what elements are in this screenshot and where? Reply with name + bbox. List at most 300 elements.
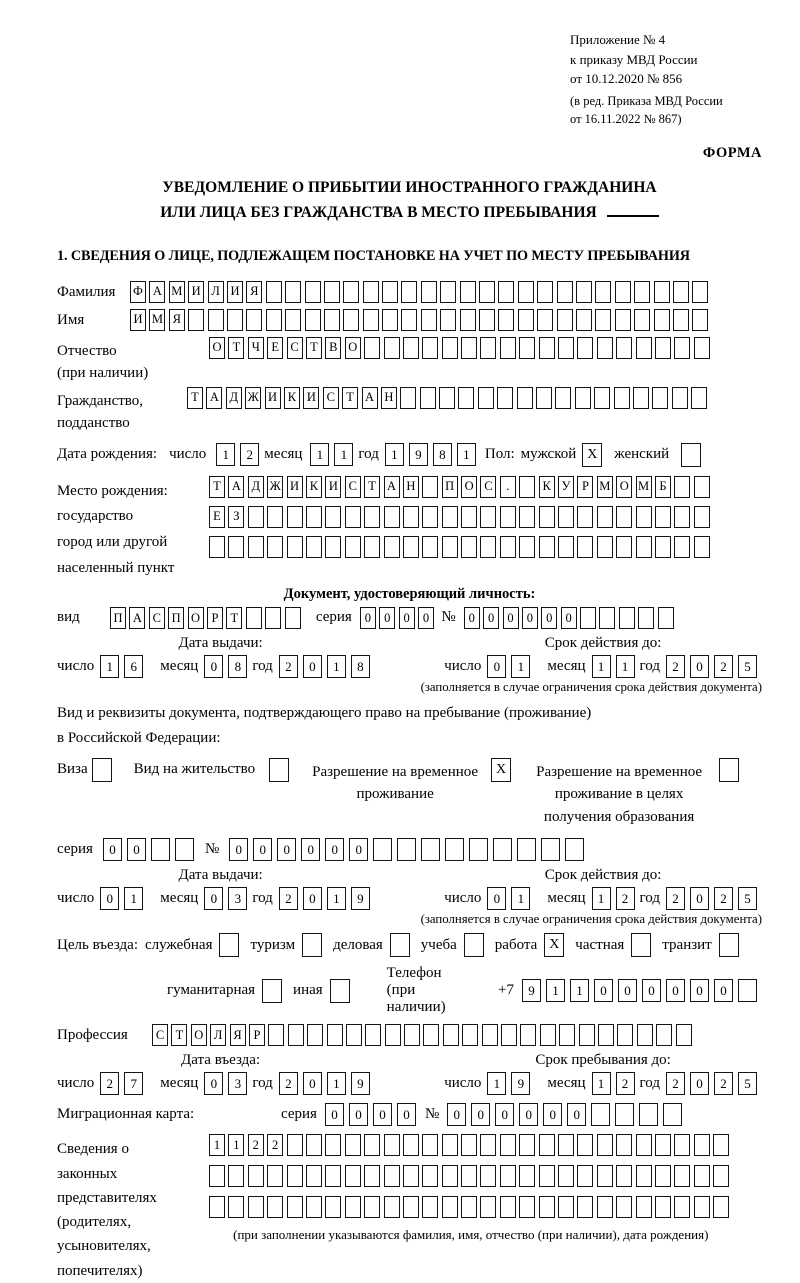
char-cell[interactable] (287, 536, 303, 558)
char-cell[interactable]: 1 (457, 443, 476, 466)
char-cell[interactable] (345, 536, 361, 558)
char-cell[interactable] (594, 387, 610, 409)
char-cell[interactable]: А (129, 607, 145, 629)
temp-residence-education-checkbox[interactable] (719, 758, 739, 782)
char-cell[interactable] (694, 337, 710, 359)
char-cell[interactable]: 0 (373, 1103, 392, 1126)
char-cell[interactable] (248, 536, 264, 558)
char-cell[interactable]: П (110, 607, 126, 629)
char-cell[interactable] (480, 1134, 496, 1156)
char-cell[interactable]: 8 (351, 655, 370, 678)
char-cell[interactable] (439, 387, 455, 409)
char-cell[interactable] (497, 387, 513, 409)
char-cell[interactable]: 7 (124, 1072, 143, 1095)
char-cell[interactable] (577, 536, 593, 558)
char-cell[interactable] (364, 1165, 380, 1187)
char-cell[interactable] (479, 281, 495, 303)
char-cell[interactable] (655, 536, 671, 558)
char-cell[interactable] (364, 337, 380, 359)
char-cell[interactable]: О (209, 337, 225, 359)
char-cell[interactable] (401, 309, 417, 331)
char-cell[interactable] (228, 1165, 244, 1187)
char-cell[interactable]: Е (209, 506, 225, 528)
char-cell[interactable] (575, 387, 591, 409)
char-cell[interactable]: К (539, 476, 555, 498)
char-cell[interactable] (577, 506, 593, 528)
char-cell[interactable] (738, 979, 757, 1002)
char-cell[interactable] (364, 1134, 380, 1156)
purpose-option-checkbox[interactable] (464, 933, 484, 957)
char-cell[interactable] (674, 506, 690, 528)
char-cell[interactable] (325, 1196, 341, 1218)
char-cell[interactable]: И (265, 387, 281, 409)
char-cell[interactable] (287, 1196, 303, 1218)
char-cell[interactable] (384, 1165, 400, 1187)
char-cell[interactable]: К (306, 476, 322, 498)
char-cell[interactable] (519, 1165, 535, 1187)
char-cell[interactable]: 0 (522, 607, 538, 629)
char-cell[interactable]: 1 (592, 655, 611, 678)
char-cell[interactable]: 0 (464, 607, 480, 629)
char-cell[interactable] (500, 506, 516, 528)
char-cell[interactable]: Ж (267, 476, 283, 498)
char-cell[interactable]: 1 (385, 443, 404, 466)
char-cell[interactable] (440, 281, 456, 303)
char-cell[interactable]: С (149, 607, 165, 629)
char-cell[interactable]: 1 (511, 655, 530, 678)
char-cell[interactable] (518, 309, 534, 331)
char-cell[interactable] (694, 536, 710, 558)
char-cell[interactable]: 2 (279, 887, 298, 910)
char-cell[interactable] (614, 387, 630, 409)
char-cell[interactable]: 3 (228, 1072, 247, 1095)
char-cell[interactable]: 1 (511, 887, 530, 910)
char-cell[interactable] (460, 281, 476, 303)
char-cell[interactable]: 0 (127, 838, 146, 861)
char-cell[interactable] (324, 309, 340, 331)
char-cell[interactable] (636, 1134, 652, 1156)
char-cell[interactable] (500, 536, 516, 558)
gender-female-checkbox[interactable] (681, 443, 701, 467)
char-cell[interactable] (500, 1196, 516, 1218)
char-cell[interactable]: Т (171, 1024, 187, 1046)
char-cell[interactable] (579, 1024, 595, 1046)
char-cell[interactable]: Р (207, 607, 223, 629)
char-cell[interactable]: 8 (228, 655, 247, 678)
char-cell[interactable] (673, 281, 689, 303)
char-cell[interactable]: 2 (240, 443, 259, 466)
purpose-option-checkbox[interactable] (219, 933, 239, 957)
char-cell[interactable]: 0 (487, 655, 506, 678)
char-cell[interactable] (597, 1196, 613, 1218)
char-cell[interactable] (440, 309, 456, 331)
char-cell[interactable]: 1 (216, 443, 235, 466)
char-cell[interactable] (482, 1024, 498, 1046)
char-cell[interactable]: Т (228, 337, 244, 359)
char-cell[interactable] (636, 506, 652, 528)
char-cell[interactable] (423, 1024, 439, 1046)
char-cell[interactable] (346, 1024, 362, 1046)
char-cell[interactable]: М (636, 476, 652, 498)
char-cell[interactable] (461, 1196, 477, 1218)
char-cell[interactable] (558, 506, 574, 528)
char-cell[interactable] (655, 1165, 671, 1187)
char-cell[interactable]: Л (210, 1024, 226, 1046)
purpose-option-checkbox[interactable] (719, 933, 739, 957)
char-cell[interactable] (558, 536, 574, 558)
char-cell[interactable] (287, 1134, 303, 1156)
char-cell[interactable] (577, 1196, 593, 1218)
char-cell[interactable]: 2 (616, 1072, 635, 1095)
char-cell[interactable] (228, 536, 244, 558)
char-cell[interactable]: 0 (103, 838, 122, 861)
char-cell[interactable]: 5 (738, 887, 757, 910)
char-cell[interactable] (307, 1024, 323, 1046)
char-cell[interactable] (519, 1134, 535, 1156)
char-cell[interactable] (461, 506, 477, 528)
char-cell[interactable]: 0 (543, 1103, 562, 1126)
char-cell[interactable]: 1 (570, 979, 589, 1002)
char-cell[interactable] (539, 337, 555, 359)
char-cell[interactable]: 0 (642, 979, 661, 1002)
char-cell[interactable] (480, 337, 496, 359)
char-cell[interactable]: У (558, 476, 574, 498)
char-cell[interactable] (539, 506, 555, 528)
char-cell[interactable] (673, 309, 689, 331)
char-cell[interactable] (633, 387, 649, 409)
char-cell[interactable] (306, 536, 322, 558)
char-cell[interactable]: Т (364, 476, 380, 498)
char-cell[interactable] (519, 476, 535, 498)
char-cell[interactable] (539, 1196, 555, 1218)
char-cell[interactable]: 0 (541, 607, 557, 629)
char-cell[interactable] (652, 387, 668, 409)
char-cell[interactable]: 1 (100, 655, 119, 678)
char-cell[interactable]: 2 (279, 1072, 298, 1095)
char-cell[interactable] (480, 1165, 496, 1187)
char-cell[interactable] (501, 1024, 517, 1046)
char-cell[interactable]: Т (187, 387, 203, 409)
char-cell[interactable]: М (169, 281, 185, 303)
char-cell[interactable] (636, 536, 652, 558)
char-cell[interactable] (636, 337, 652, 359)
char-cell[interactable] (480, 506, 496, 528)
char-cell[interactable] (597, 1134, 613, 1156)
char-cell[interactable] (557, 281, 573, 303)
char-cell[interactable]: М (149, 309, 165, 331)
char-cell[interactable] (599, 607, 615, 629)
char-cell[interactable] (519, 337, 535, 359)
char-cell[interactable] (462, 1024, 478, 1046)
char-cell[interactable] (306, 506, 322, 528)
char-cell[interactable]: 0 (399, 607, 415, 629)
char-cell[interactable] (616, 1196, 632, 1218)
char-cell[interactable] (403, 506, 419, 528)
char-cell[interactable]: 0 (277, 838, 296, 861)
char-cell[interactable] (208, 309, 224, 331)
char-cell[interactable] (519, 536, 535, 558)
char-cell[interactable]: Б (655, 476, 671, 498)
char-cell[interactable] (539, 1134, 555, 1156)
char-cell[interactable] (248, 1196, 264, 1218)
char-cell[interactable] (654, 309, 670, 331)
char-cell[interactable] (209, 536, 225, 558)
char-cell[interactable] (422, 1196, 438, 1218)
char-cell[interactable] (397, 838, 416, 861)
char-cell[interactable] (595, 281, 611, 303)
char-cell[interactable]: А (228, 476, 244, 498)
char-cell[interactable]: Ж (245, 387, 261, 409)
char-cell[interactable] (616, 337, 632, 359)
char-cell[interactable]: 2 (616, 887, 635, 910)
char-cell[interactable] (619, 607, 635, 629)
char-cell[interactable]: 1 (327, 887, 346, 910)
char-cell[interactable]: Я (246, 281, 262, 303)
char-cell[interactable] (422, 476, 438, 498)
char-cell[interactable] (576, 281, 592, 303)
char-cell[interactable] (461, 1134, 477, 1156)
char-cell[interactable] (577, 337, 593, 359)
char-cell[interactable]: 0 (690, 655, 709, 678)
char-cell[interactable]: Д (226, 387, 242, 409)
char-cell[interactable]: 2 (714, 1072, 733, 1095)
char-cell[interactable]: 9 (351, 887, 370, 910)
char-cell[interactable] (580, 607, 596, 629)
char-cell[interactable]: 1 (327, 1072, 346, 1095)
char-cell[interactable] (558, 1196, 574, 1218)
char-cell[interactable] (421, 281, 437, 303)
char-cell[interactable] (694, 1165, 710, 1187)
char-cell[interactable] (478, 387, 494, 409)
char-cell[interactable] (305, 281, 321, 303)
char-cell[interactable]: 5 (738, 1072, 757, 1095)
char-cell[interactable] (306, 1134, 322, 1156)
char-cell[interactable] (324, 281, 340, 303)
char-cell[interactable]: 0 (561, 607, 577, 629)
char-cell[interactable] (227, 309, 243, 331)
char-cell[interactable] (591, 1103, 610, 1126)
purpose-option-checkbox[interactable]: X (544, 933, 564, 957)
char-cell[interactable]: 0 (325, 838, 344, 861)
char-cell[interactable] (692, 281, 708, 303)
char-cell[interactable]: Ф (130, 281, 146, 303)
char-cell[interactable] (364, 536, 380, 558)
char-cell[interactable] (343, 309, 359, 331)
residence-permit-checkbox[interactable] (269, 758, 289, 782)
char-cell[interactable] (384, 506, 400, 528)
char-cell[interactable]: А (362, 387, 378, 409)
char-cell[interactable] (285, 309, 301, 331)
char-cell[interactable]: 2 (714, 655, 733, 678)
char-cell[interactable]: 1 (334, 443, 353, 466)
char-cell[interactable]: Е (267, 337, 283, 359)
char-cell[interactable]: 1 (209, 1134, 225, 1156)
char-cell[interactable] (694, 476, 710, 498)
char-cell[interactable]: 0 (303, 1072, 322, 1095)
char-cell[interactable] (555, 387, 571, 409)
char-cell[interactable] (460, 309, 476, 331)
char-cell[interactable] (634, 309, 650, 331)
char-cell[interactable] (443, 1024, 459, 1046)
char-cell[interactable] (364, 1196, 380, 1218)
char-cell[interactable]: Р (249, 1024, 265, 1046)
char-cell[interactable]: Т (209, 476, 225, 498)
char-cell[interactable] (246, 309, 262, 331)
char-cell[interactable] (655, 337, 671, 359)
char-cell[interactable] (267, 1196, 283, 1218)
char-cell[interactable] (268, 1024, 284, 1046)
char-cell[interactable] (694, 506, 710, 528)
char-cell[interactable] (385, 1024, 401, 1046)
char-cell[interactable] (597, 337, 613, 359)
char-cell[interactable] (382, 309, 398, 331)
char-cell[interactable]: 0 (301, 838, 320, 861)
char-cell[interactable] (597, 1165, 613, 1187)
char-cell[interactable] (537, 281, 553, 303)
char-cell[interactable]: И (303, 387, 319, 409)
char-cell[interactable] (540, 1024, 556, 1046)
char-cell[interactable] (345, 1196, 361, 1218)
char-cell[interactable] (674, 1134, 690, 1156)
char-cell[interactable] (558, 1165, 574, 1187)
char-cell[interactable] (676, 1024, 692, 1046)
char-cell[interactable]: О (461, 476, 477, 498)
char-cell[interactable] (615, 281, 631, 303)
char-cell[interactable] (151, 838, 170, 861)
char-cell[interactable] (461, 536, 477, 558)
char-cell[interactable]: А (384, 476, 400, 498)
char-cell[interactable] (267, 1165, 283, 1187)
char-cell[interactable]: Н (381, 387, 397, 409)
char-cell[interactable]: Я (230, 1024, 246, 1046)
char-cell[interactable] (175, 838, 194, 861)
char-cell[interactable]: Р (577, 476, 593, 498)
char-cell[interactable] (615, 1103, 634, 1126)
char-cell[interactable] (325, 536, 341, 558)
char-cell[interactable]: П (168, 607, 184, 629)
char-cell[interactable] (422, 1134, 438, 1156)
char-cell[interactable] (713, 1196, 729, 1218)
char-cell[interactable] (577, 1165, 593, 1187)
temp-residence-checkbox[interactable]: X (491, 758, 511, 782)
char-cell[interactable] (500, 1165, 516, 1187)
char-cell[interactable] (403, 1165, 419, 1187)
char-cell[interactable]: 0 (303, 887, 322, 910)
char-cell[interactable] (536, 387, 552, 409)
char-cell[interactable] (421, 309, 437, 331)
char-cell[interactable] (401, 281, 417, 303)
purpose-option-checkbox[interactable] (631, 933, 651, 957)
char-cell[interactable] (518, 281, 534, 303)
char-cell[interactable] (325, 1165, 341, 1187)
char-cell[interactable]: 0 (487, 887, 506, 910)
char-cell[interactable]: 2 (279, 655, 298, 678)
char-cell[interactable]: Л (208, 281, 224, 303)
char-cell[interactable] (520, 1024, 536, 1046)
char-cell[interactable] (672, 387, 688, 409)
char-cell[interactable] (655, 506, 671, 528)
char-cell[interactable] (598, 1024, 614, 1046)
char-cell[interactable] (576, 309, 592, 331)
char-cell[interactable] (266, 281, 282, 303)
char-cell[interactable]: С (152, 1024, 168, 1046)
char-cell[interactable] (694, 1134, 710, 1156)
char-cell[interactable] (539, 1165, 555, 1187)
char-cell[interactable] (305, 309, 321, 331)
char-cell[interactable] (288, 1024, 304, 1046)
char-cell[interactable] (422, 337, 438, 359)
char-cell[interactable]: 0 (690, 887, 709, 910)
char-cell[interactable]: 1 (327, 655, 346, 678)
char-cell[interactable]: 0 (204, 1072, 223, 1095)
char-cell[interactable]: 0 (690, 1072, 709, 1095)
char-cell[interactable]: И (130, 309, 146, 331)
purpose-option-checkbox[interactable] (302, 933, 322, 957)
char-cell[interactable] (421, 838, 440, 861)
char-cell[interactable] (539, 536, 555, 558)
char-cell[interactable]: 0 (447, 1103, 466, 1126)
char-cell[interactable]: О (616, 476, 632, 498)
char-cell[interactable] (480, 536, 496, 558)
char-cell[interactable] (595, 309, 611, 331)
char-cell[interactable]: 1 (487, 1072, 506, 1095)
char-cell[interactable] (500, 1134, 516, 1156)
char-cell[interactable]: В (325, 337, 341, 359)
char-cell[interactable] (458, 387, 474, 409)
char-cell[interactable] (655, 1196, 671, 1218)
char-cell[interactable]: 9 (409, 443, 428, 466)
char-cell[interactable]: 0 (594, 979, 613, 1002)
char-cell[interactable]: 0 (100, 887, 119, 910)
char-cell[interactable]: О (191, 1024, 207, 1046)
char-cell[interactable] (382, 281, 398, 303)
char-cell[interactable] (658, 607, 674, 629)
char-cell[interactable]: 1 (124, 887, 143, 910)
char-cell[interactable] (442, 1134, 458, 1156)
char-cell[interactable]: 9 (522, 979, 541, 1002)
char-cell[interactable]: 3 (228, 887, 247, 910)
char-cell[interactable] (616, 1165, 632, 1187)
char-cell[interactable]: М (597, 476, 613, 498)
char-cell[interactable]: И (188, 281, 204, 303)
char-cell[interactable]: 2 (714, 887, 733, 910)
char-cell[interactable] (364, 506, 380, 528)
purpose-option-checkbox[interactable] (262, 979, 282, 1003)
char-cell[interactable] (674, 337, 690, 359)
visa-checkbox[interactable] (92, 758, 112, 782)
char-cell[interactable] (363, 309, 379, 331)
char-cell[interactable]: 6 (124, 655, 143, 678)
char-cell[interactable] (287, 1165, 303, 1187)
char-cell[interactable] (345, 1134, 361, 1156)
char-cell[interactable] (285, 281, 301, 303)
char-cell[interactable] (420, 387, 436, 409)
char-cell[interactable] (537, 309, 553, 331)
char-cell[interactable] (694, 1196, 710, 1218)
char-cell[interactable] (343, 281, 359, 303)
char-cell[interactable]: . (500, 476, 516, 498)
char-cell[interactable]: И (325, 476, 341, 498)
char-cell[interactable] (442, 337, 458, 359)
char-cell[interactable] (209, 1165, 225, 1187)
char-cell[interactable] (517, 838, 536, 861)
char-cell[interactable]: 2 (248, 1134, 264, 1156)
char-cell[interactable] (559, 1024, 575, 1046)
char-cell[interactable] (674, 536, 690, 558)
purpose-option-checkbox[interactable] (390, 933, 410, 957)
char-cell[interactable]: 5 (738, 655, 757, 678)
char-cell[interactable] (384, 337, 400, 359)
